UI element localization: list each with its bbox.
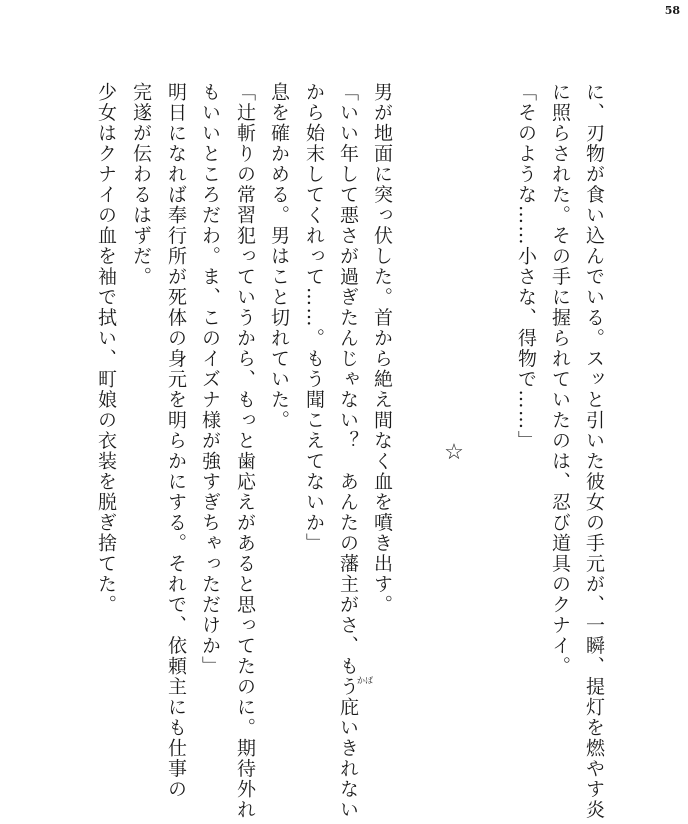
text-line: 男が地面に突っ伏した。首から絶え間なく血を噴き出す。	[371, 82, 393, 615]
text-line: 「そのような……小さな、得物で……」	[515, 82, 537, 451]
text-line: 息を確かめる。男はこと切れていた。	[268, 82, 290, 431]
text-line: 完遂が伝わるはずだ。	[130, 82, 152, 287]
ruby-annotation: かば	[357, 676, 373, 685]
text-line: に、刃物が食い込んでいる。スッと引いた彼女の手元が、一瞬、提灯を燃やす炎	[583, 82, 605, 820]
text-line: 明日になれば奉行所が死体の身元を明らかにする。それで、依頼主にも仕事の	[165, 82, 187, 800]
text-line: から始末してくれって……。もう聞こえてないか」	[303, 82, 325, 554]
text-line: に照らされた。その手に握られていたのは、忍び道具のクナイ。	[549, 82, 571, 677]
text-line: もいいところだわ。ま、このイズナ様が強すぎちゃっただけか」	[199, 82, 221, 677]
scene-break-star: ☆	[444, 440, 464, 465]
text-line: 「いい年して悪さが過ぎたんじゃない？ あんたの藩主がさ、もう庇いきれない	[337, 82, 359, 820]
text-line: 「辻斬りの常習犯っていうから、もっと歯応えがあると思ってたのに。期待外れ	[234, 82, 256, 820]
page-number: 58	[664, 4, 680, 17]
text-line: 少女はクナイの血を袖で拭い、町娘の衣装を脱ぎ捨てた。	[95, 82, 117, 615]
